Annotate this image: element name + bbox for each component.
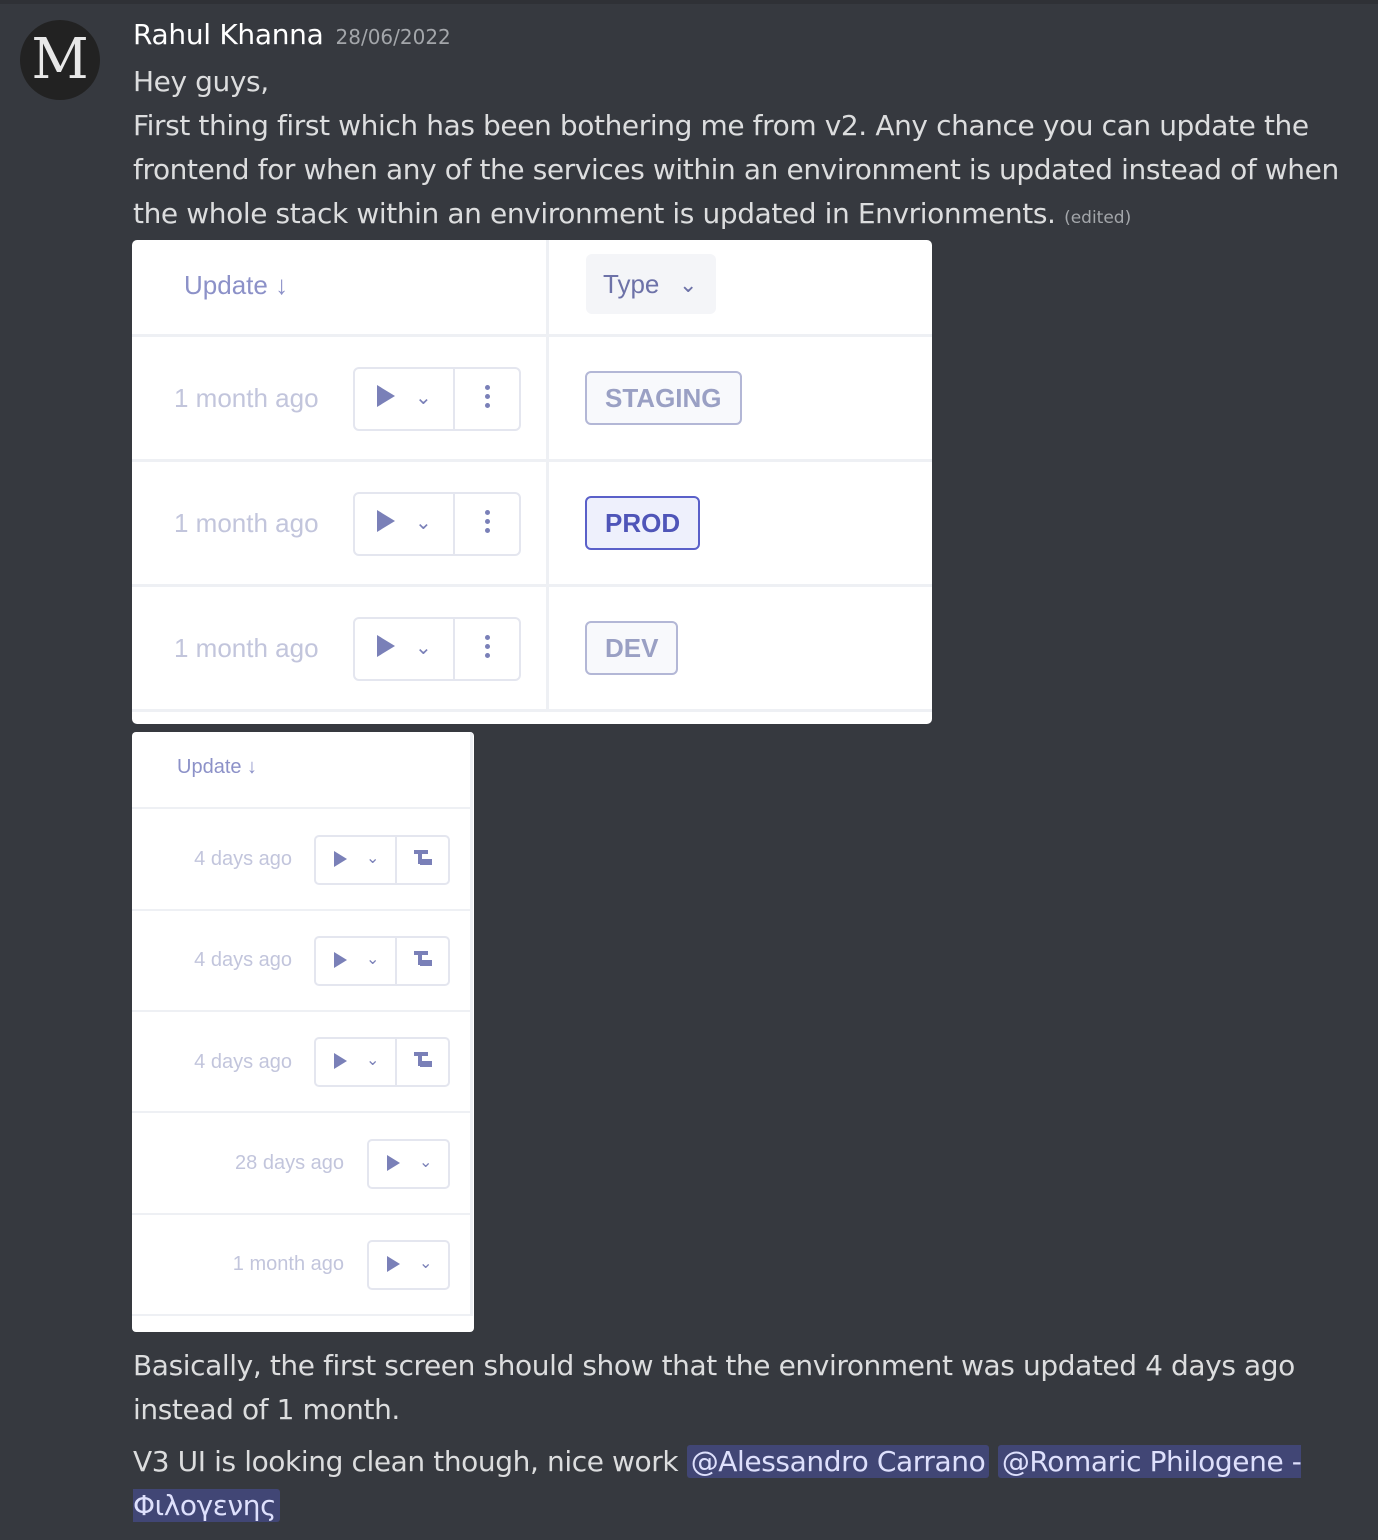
row-divider [132,584,932,587]
row-divider [132,334,932,337]
deploy-button-group[interactable] [314,1037,450,1087]
update-time: 4 days ago [194,1051,292,1073]
row-divider [132,1314,472,1316]
top-divider [0,0,1378,4]
mention-romaric[interactable]: @Romaric Philogene - Φιλογενης [133,1445,1302,1522]
row-divider [132,1111,472,1113]
environment-tag-dev: DEV [585,621,678,675]
deploy-button-group[interactable] [353,617,521,681]
update-time: 4 days ago [194,848,292,870]
more-options-icon[interactable] [479,632,495,666]
environment-tag-prod: PROD [585,496,700,550]
button-separator [453,369,455,429]
logs-icon[interactable] [414,1052,432,1068]
deploy-button-group[interactable] [353,367,521,431]
update-time: 1 month ago [174,383,319,413]
play-icon[interactable] [377,635,395,657]
logs-icon[interactable] [414,850,432,866]
update-time: 1 month ago [174,633,319,663]
play-icon[interactable] [334,952,347,968]
button-separator [395,938,397,984]
edited-label: (edited) [1064,208,1132,228]
deploy-button-group[interactable] [367,1139,450,1189]
button-separator [453,619,455,679]
update-column-header[interactable]: Update ↓ [177,756,258,778]
update-time: 1 month ago [232,1253,344,1275]
row-divider [132,459,932,462]
chevron-down-icon[interactable]: ⌄ [415,637,432,659]
update-time: 1 month ago [174,508,319,538]
chevron-down-icon[interactable]: ⌄ [366,951,380,968]
update-time: 28 days ago [235,1152,344,1174]
row-divider [132,1010,472,1012]
update-column-header[interactable]: Update ↓ [184,270,289,300]
message-text: First thing first which has been bothering me from v2. Any chance you can update the frontend for when any of the services within an environment is updated instead of when the whole stack within an environment is updated in Envrionments. [133,109,1339,230]
chevron-down-icon[interactable]: ⌄ [415,387,432,409]
type-header-label: Type [603,269,660,299]
chevron-down-icon[interactable]: ⌄ [419,1255,433,1272]
message-text: V3 UI is looking clean though, nice work [133,1445,687,1478]
play-icon[interactable] [334,1053,347,1069]
play-icon[interactable] [377,385,395,407]
message-followup: Basically, the first screen should show that the environment was updated 4 days ago instead of 1 month. [133,1349,1295,1426]
update-time: 4 days ago [194,949,292,971]
play-icon[interactable] [377,510,395,532]
message-header [133,18,451,58]
type-filter-dropdown[interactable] [586,254,716,314]
attachment-image-2[interactable] [132,732,474,1332]
chevron-down-icon[interactable]: ⌄ [366,850,380,867]
attachment-image-1[interactable] [132,240,932,724]
environment-tag-staging: STAGING [585,371,742,425]
mention-alessandro[interactable]: @Alessandro Carrano [687,1445,990,1478]
avatar[interactable]: M [20,20,100,100]
button-separator [453,494,455,554]
message-paragraph [133,104,1358,240]
chevron-down-icon: ⌄ [679,272,698,297]
row-divider [132,807,472,809]
column-divider [546,240,549,712]
author-name[interactable]: Rahul Khanna [133,18,324,51]
message-line-greeting: Hey guys, [133,65,269,98]
play-icon[interactable] [387,1256,400,1272]
row-divider [132,1213,472,1215]
button-separator [395,837,397,883]
message-praise [133,1440,1358,1528]
chevron-down-icon[interactable]: ⌄ [366,1052,380,1069]
row-divider [132,909,472,911]
logs-icon[interactable] [414,951,432,967]
deploy-button-group[interactable] [314,835,450,885]
button-separator [395,1039,397,1085]
deploy-button-group[interactable] [367,1240,450,1290]
more-options-icon[interactable] [479,507,495,541]
deploy-button-group[interactable] [353,492,521,556]
chevron-down-icon[interactable]: ⌄ [415,512,432,534]
row-divider [132,709,932,712]
play-icon[interactable] [334,851,347,867]
play-icon[interactable] [387,1155,400,1171]
deploy-button-group[interactable] [314,936,450,986]
message-timestamp: 28/06/2022 [335,25,451,49]
column-divider [470,732,473,1316]
chevron-down-icon[interactable]: ⌄ [419,1154,433,1171]
more-options-icon[interactable] [479,382,495,416]
